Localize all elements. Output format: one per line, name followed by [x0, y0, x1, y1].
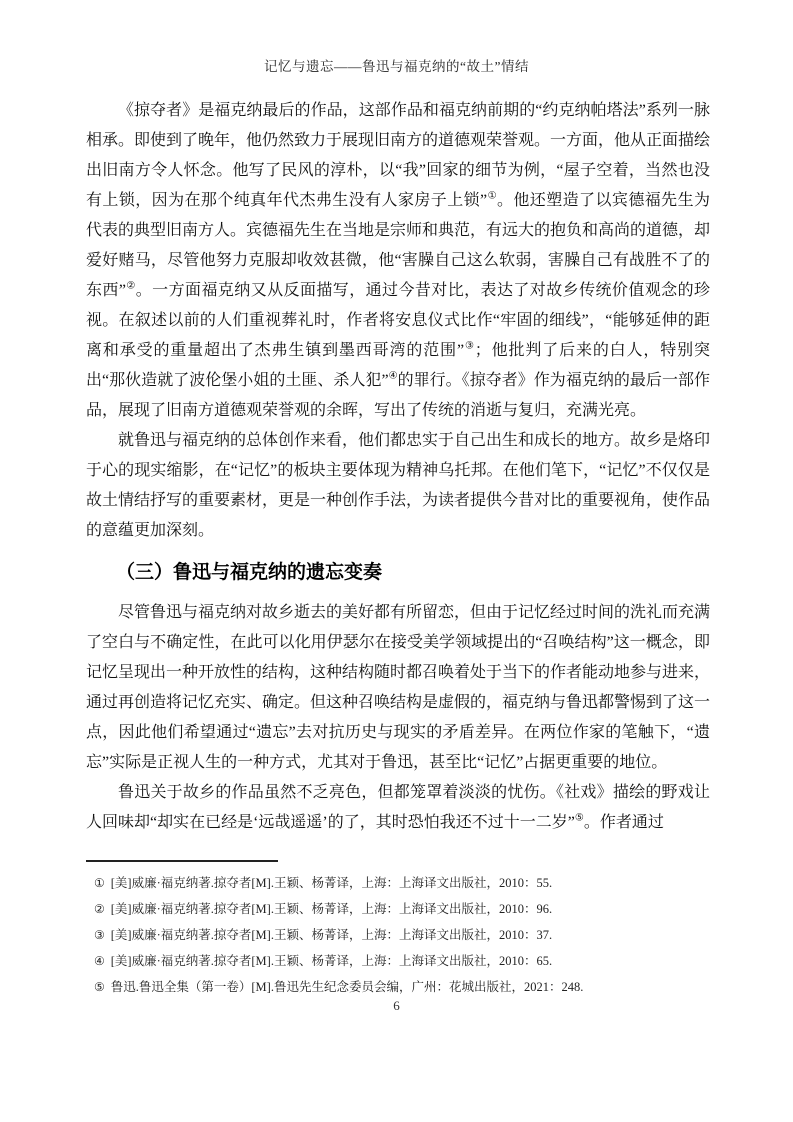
section-heading: （三）鲁迅与福克纳的遗忘变奏 — [116, 562, 383, 583]
footnote-1 — [86, 870, 710, 896]
footnote-text: [美]威廉·福克纳著.掠夺者[M].王颖、杨菁译，上海：上海译文出版社，2010：65. — [110, 954, 553, 968]
footnote-text: 鲁迅.鲁迅全集（第一卷）[M].鲁迅先生纪念委员会编，广州：花城出版社，2021：248. — [110, 980, 584, 994]
running-header: 记忆与遗忘——鲁迅与福克纳的“故土”情结 — [264, 59, 529, 74]
footnote-text: [美]威廉·福克纳著.掠夺者[M].王颖、杨菁译，上海：上海译文出版社，2010：37. — [110, 928, 553, 942]
paragraph-2: 就鲁迅与福克纳的总体创作来看，他们都忠实于自己出生和成长的地方。故乡是烙印于心的现实缩影，在“记忆”的板块主要体现为精神乌托邦。在他们笔下，“记忆”不仅仅是故土情结抒写的重要素材，更是一种创作手法，为读者提供今昔对比的重要视角，使作品的意蕴更加深刻。 — [86, 432, 711, 539]
footnote-text: [美]威廉·福克纳著.掠夺者[M].王颖、杨菁译，上海：上海译文出版社，2010：55. — [110, 876, 553, 890]
footnote-marker: ③ — [94, 928, 105, 942]
footnote-marker: ④ — [94, 954, 105, 968]
footnote-4 — [86, 948, 710, 974]
paragraph-1: 《掠夺者》是福克纳最后的作品，这部作品和福克纳前期的“约克纳帕塔法”系列一脉相承。即使到了晚年，他仍然致力于展现旧南方的道德观荣誉观。一方面，他从正面描绘出旧南方令人怀念。他写了民风的淳朴，以“我”回家的细节为例，“屋子空着，当然也没有上锁，因为在那个纯真年代杰弗生没有人家房子上锁”①。他还塑造了以宾德福先生为代表的典型旧南方人。宾德福先生在当地是宗师和典范，有远大的抱负和高尚的道德，却爱好赌马，尽管他努力克服却收效甚微，他“害臊自己这么软弱，害臊自己有战胜不了的东西”②。一方面福克纳又从反面描写，通过今昔对比，表达了对故乡传统价值观念的珍视。在叙述以前的人们重视葬礼时，作者将安息仪式比作“牢固的细线”，“能够延伸的距离和承受的重量超出了杰弗生镇到墨西哥湾的范围”③；他批判了后来的白人，特别突出“那伙造就了波伦堡小姐的土匪、杀人犯”④的罪行。《掠夺者》作为福克纳的最后一部作品，展现了旧南方道德观荣誉观的余晖，写出了传统的消逝与复归，充满光亮。 — [86, 102, 711, 419]
footnote-marker: ② — [94, 902, 105, 916]
paragraph-4: 鲁迅关于故乡的作品虽然不乏亮色，但都笼罩着淡淡的忧伤。《社戏》描绘的野戏让人回味却“却实在已经是‘远哉遥遥’的了，其时恐怕我还不过十一二岁”⑤。作者通过 — [86, 784, 710, 831]
footnote-area — [86, 860, 710, 1000]
footnote-5 — [86, 974, 710, 1000]
footnote-3 — [86, 922, 710, 948]
footnote-separator — [86, 860, 278, 862]
footnote-marker: ⑤ — [94, 980, 105, 994]
document-body — [86, 96, 710, 838]
footnote-2 — [86, 896, 710, 922]
footnote-text: [美]威廉·福克纳著.掠夺者[M].王颖、杨菁译，上海：上海译文出版社，2010：96. — [110, 902, 553, 916]
paragraph-3: 尽管鲁迅与福克纳对故乡逝去的美好都有所留恋，但由于记忆经过时间的洗礼而充满了空白与不确定性，在此可以化用伊瑟尔在接受美学领域提出的“召唤结构”这一概念，即记忆呈现出一种开放性的结构，这种结构随时都召唤着处于当下的作者能动地参与进来，通过再创造将记忆充实、确定。但这种召唤结构是虚假的，福克纳与鲁迅都警惕到了这一点，因此他们希望通过“遗忘”去对抗历史与现实的矛盾差异。在两位作家的笔触下，“遗忘”实际是正视人生的一种方式，尤其对于鲁迅，甚至比“记忆”占据更重要的地位。 — [86, 604, 711, 771]
footnote-marker: ① — [94, 876, 105, 890]
page-number: 6 — [393, 998, 400, 1013]
